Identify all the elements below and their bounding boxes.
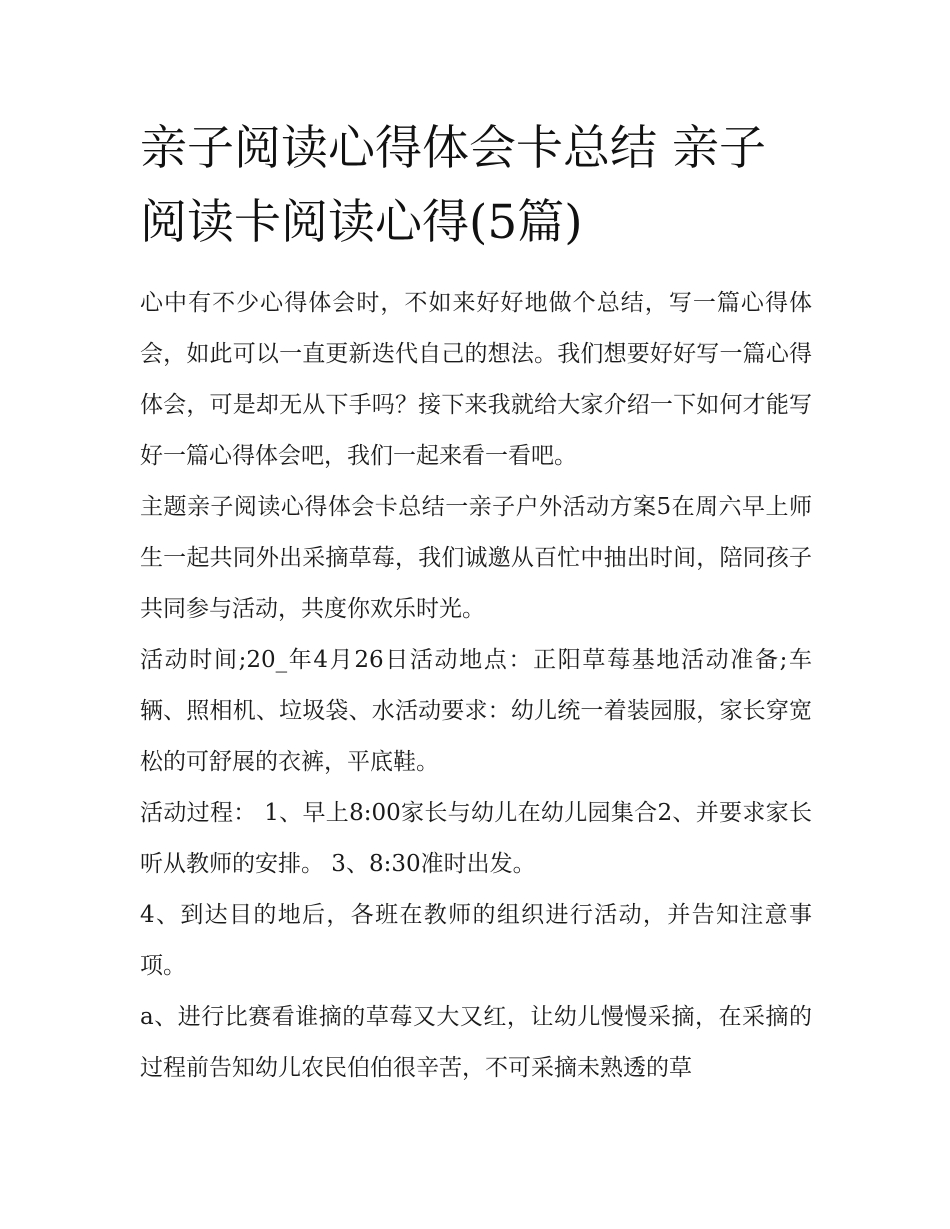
- item-a-paragraph: a、进行比赛看谁摘的草莓又大又红，让幼儿慢慢采摘，在采摘的过程前告知幼儿农民伯伯很辛苦，不可采摘未熟透的草: [140, 1004, 812, 1081]
- activity-info-paragraph: 活动时间;20_年4月26日活动地点：正阳草莓基地活动准备;车辆、照相机、垃圾袋、水活动要求：幼儿统一着装园服，家长穿宽松的可舒展的衣裤，平底鞋。: [140, 647, 812, 775]
- intro-paragraph: 心中有不少心得体会时，不如来好好地做个总结，写一篇心得体会，如此可以一直更新迭代自己的想法。我们想要好好写一篇心得体会，可是却无从下手吗？接下来我就给大家介绍一下如何才能写好一篇心得体会吧，我们一起来看一看吧。: [140, 290, 812, 469]
- activity-process-paragraph: 活动过程： 1、早上8:00家长与幼儿在幼儿园集合2、并要求家长听从教师的安排。 3、8:30准时出发。: [140, 800, 812, 877]
- document-content: [140, 112, 812, 1094]
- document-title: 亲子阅读心得体会卡总结 亲子阅读卡阅读心得(5篇): [140, 121, 766, 250]
- theme-paragraph: 主题亲子阅读心得体会卡总结一亲子户外活动方案5在周六早上师生一起共同外出采摘草莓，我们诚邀从百忙中抽出时间，陪同孩子共同参与活动，共度你欢乐时光。: [140, 494, 812, 622]
- step-four-paragraph: 4、到达目的地后，各班在教师的组织进行活动，并告知注意事项。: [140, 902, 812, 979]
